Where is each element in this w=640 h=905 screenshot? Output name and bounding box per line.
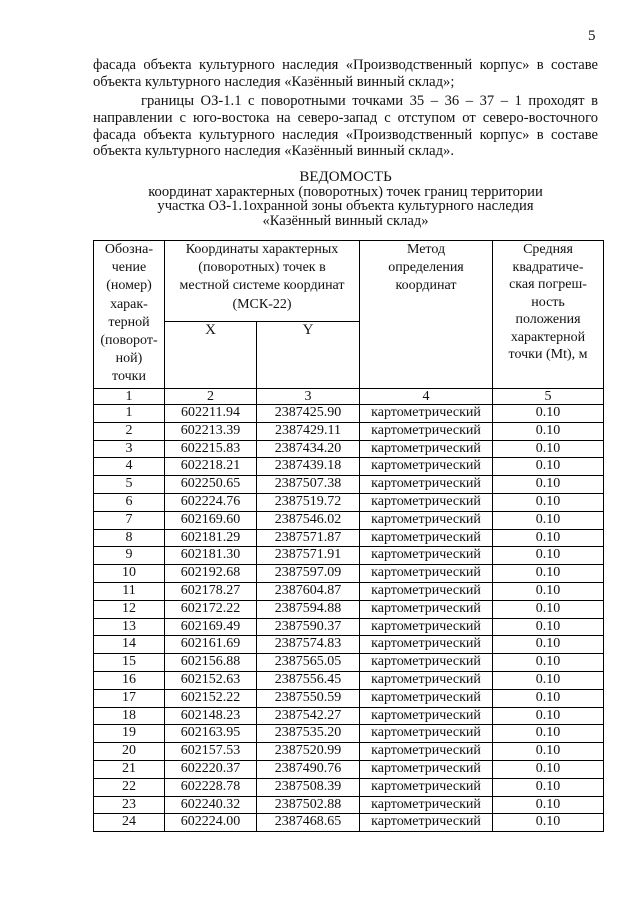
cell-accuracy: 0.10 (493, 654, 604, 672)
cell-y: 2387425.90 (257, 405, 360, 423)
cell-point-number: 15 (94, 654, 165, 672)
cell-point-number: 16 (94, 671, 165, 689)
cell-y: 2387434.20 (257, 440, 360, 458)
cell-point-number: 19 (94, 725, 165, 743)
cell-point-number: 13 (94, 618, 165, 636)
cell-method: картометрический (360, 529, 493, 547)
cell-method: картометрический (360, 760, 493, 778)
cell-point-number: 1 (94, 405, 165, 423)
header-point-mark: Обозна- чение (номер) харак- терной (поворот- ной) точки (94, 241, 165, 389)
cell-y: 2387468.65 (257, 814, 360, 832)
cell-method: картометрический (360, 618, 493, 636)
table-row (94, 476, 604, 494)
cell-method: картометрический (360, 422, 493, 440)
cell-point-number: 14 (94, 636, 165, 654)
table-row (94, 725, 604, 743)
cell-point-number: 8 (94, 529, 165, 547)
cell-accuracy: 0.10 (493, 405, 604, 423)
cell-y: 2387490.76 (257, 760, 360, 778)
header-y: Y (257, 322, 360, 389)
table-row (94, 778, 604, 796)
table-row (94, 654, 604, 672)
column-number: 1 (94, 389, 165, 405)
cell-y: 2387546.02 (257, 511, 360, 529)
cell-y: 2387571.87 (257, 529, 360, 547)
cell-y: 2387597.09 (257, 565, 360, 583)
cell-accuracy: 0.10 (493, 671, 604, 689)
cell-x: 602211.94 (165, 405, 257, 423)
column-number: 5 (493, 389, 604, 405)
cell-y: 2387439.18 (257, 458, 360, 476)
header-accuracy: Средняя квадратиче- ская погреш- ность положения характерной точки (Mt), м (493, 241, 604, 389)
cell-accuracy: 0.10 (493, 778, 604, 796)
cell-y: 2387508.39 (257, 778, 360, 796)
cell-x: 602169.60 (165, 511, 257, 529)
cell-x: 602240.32 (165, 796, 257, 814)
cell-point-number: 6 (94, 493, 165, 511)
coordinates-table (93, 240, 604, 832)
cell-x: 602250.65 (165, 476, 257, 494)
cell-method: картометрический (360, 814, 493, 832)
cell-method: картометрический (360, 458, 493, 476)
cell-x: 602181.29 (165, 529, 257, 547)
cell-y: 2387519.72 (257, 493, 360, 511)
cell-y: 2387502.88 (257, 796, 360, 814)
column-number: 3 (257, 389, 360, 405)
table-row (94, 493, 604, 511)
cell-y: 2387550.59 (257, 689, 360, 707)
paragraph-facade-description: фасада объекта культурного наследия «Производственный корпус» в составе объекта культурного наследия «Казённый винный склад»; (93, 57, 598, 90)
cell-point-number: 3 (94, 440, 165, 458)
table-row (94, 458, 604, 476)
cell-y: 2387571.91 (257, 547, 360, 565)
cell-point-number: 20 (94, 743, 165, 761)
table-body (94, 405, 604, 832)
header-coordinates: Координаты характерных (поворотных) точек в местной системе координат (МСК-22) (165, 241, 360, 322)
cell-accuracy: 0.10 (493, 689, 604, 707)
cell-x: 602181.30 (165, 547, 257, 565)
cell-point-number: 12 (94, 600, 165, 618)
title-line-2: участка ОЗ-1.1охранной зоны объекта культурного наследия (157, 198, 534, 215)
title-line-3: «Казённый винный склад» (262, 212, 429, 229)
cell-y: 2387604.87 (257, 582, 360, 600)
cell-x: 602224.76 (165, 493, 257, 511)
paragraph-boundary-description: границы ОЗ-1.1 с поворотными точками 35 – 36 – 37 – 1 проходят в направлении с юго-востока на северо-запад с отступом от северо-восточного фасада объекта культурного наследия «Производственный корпус» в составе объекта культурного наследия «Казённый винный склад». (93, 93, 598, 160)
cell-y: 2387590.37 (257, 618, 360, 636)
cell-x: 602228.78 (165, 778, 257, 796)
cell-x: 602218.21 (165, 458, 257, 476)
cell-accuracy: 0.10 (493, 440, 604, 458)
cell-x: 602169.49 (165, 618, 257, 636)
cell-method: картометрический (360, 440, 493, 458)
cell-accuracy: 0.10 (493, 476, 604, 494)
cell-x: 602192.68 (165, 565, 257, 583)
cell-method: картометрический (360, 582, 493, 600)
cell-point-number: 22 (94, 778, 165, 796)
cell-x: 602224.00 (165, 814, 257, 832)
cell-point-number: 17 (94, 689, 165, 707)
cell-y: 2387594.88 (257, 600, 360, 618)
cell-point-number: 2 (94, 422, 165, 440)
cell-point-number: 5 (94, 476, 165, 494)
cell-x: 602178.27 (165, 582, 257, 600)
title-main: ВЕДОМОСТЬ (299, 169, 392, 185)
cell-accuracy: 0.10 (493, 760, 604, 778)
cell-method: картометрический (360, 654, 493, 672)
cell-method: картометрический (360, 476, 493, 494)
table-row (94, 529, 604, 547)
cell-y: 2387535.20 (257, 725, 360, 743)
table-row (94, 618, 604, 636)
cell-method: картометрический (360, 689, 493, 707)
cell-method: картометрический (360, 778, 493, 796)
header-method: Метод определения координат (360, 241, 493, 389)
cell-point-number: 7 (94, 511, 165, 529)
table-row (94, 743, 604, 761)
statement-title (93, 170, 598, 228)
cell-accuracy: 0.10 (493, 422, 604, 440)
cell-y: 2387429.11 (257, 422, 360, 440)
cell-method: картометрический (360, 405, 493, 423)
table-row (94, 814, 604, 832)
cell-point-number: 11 (94, 582, 165, 600)
cell-x: 602220.37 (165, 760, 257, 778)
table-row (94, 511, 604, 529)
cell-point-number: 21 (94, 760, 165, 778)
cell-method: картометрический (360, 600, 493, 618)
header-x: X (165, 322, 257, 389)
cell-x: 602152.22 (165, 689, 257, 707)
table-row (94, 636, 604, 654)
cell-x: 602148.23 (165, 707, 257, 725)
table-row (94, 582, 604, 600)
cell-accuracy: 0.10 (493, 618, 604, 636)
cell-accuracy: 0.10 (493, 743, 604, 761)
cell-y: 2387574.83 (257, 636, 360, 654)
table-row (94, 600, 604, 618)
cell-accuracy: 0.10 (493, 582, 604, 600)
table-row (94, 440, 604, 458)
cell-x: 602163.95 (165, 725, 257, 743)
column-number: 2 (165, 389, 257, 405)
cell-x: 602172.22 (165, 600, 257, 618)
table-row (94, 547, 604, 565)
cell-accuracy: 0.10 (493, 707, 604, 725)
cell-method: картометрический (360, 493, 493, 511)
cell-method: картометрический (360, 743, 493, 761)
cell-accuracy: 0.10 (493, 636, 604, 654)
cell-x: 602213.39 (165, 422, 257, 440)
column-number-row (94, 389, 604, 405)
table-row (94, 422, 604, 440)
cell-y: 2387542.27 (257, 707, 360, 725)
cell-y: 2387507.38 (257, 476, 360, 494)
cell-method: картометрический (360, 796, 493, 814)
table-row (94, 707, 604, 725)
table-row (94, 405, 604, 423)
cell-x: 602157.53 (165, 743, 257, 761)
cell-y: 2387520.99 (257, 743, 360, 761)
page-number: 5 (588, 28, 596, 44)
cell-x: 602152.63 (165, 671, 257, 689)
cell-point-number: 9 (94, 547, 165, 565)
cell-y: 2387556.45 (257, 671, 360, 689)
table-row (94, 565, 604, 583)
cell-x: 602161.69 (165, 636, 257, 654)
cell-accuracy: 0.10 (493, 458, 604, 476)
cell-accuracy: 0.10 (493, 814, 604, 832)
cell-method: картометрический (360, 636, 493, 654)
cell-accuracy: 0.10 (493, 529, 604, 547)
cell-accuracy: 0.10 (493, 600, 604, 618)
cell-point-number: 23 (94, 796, 165, 814)
cell-accuracy: 0.10 (493, 796, 604, 814)
column-number: 4 (360, 389, 493, 405)
table-row (94, 671, 604, 689)
cell-method: картометрический (360, 671, 493, 689)
table-row (94, 796, 604, 814)
cell-y: 2387565.05 (257, 654, 360, 672)
cell-accuracy: 0.10 (493, 493, 604, 511)
cell-point-number: 18 (94, 707, 165, 725)
cell-x: 602156.88 (165, 654, 257, 672)
cell-accuracy: 0.10 (493, 725, 604, 743)
cell-method: картометрический (360, 725, 493, 743)
table-row (94, 689, 604, 707)
cell-point-number: 4 (94, 458, 165, 476)
cell-accuracy: 0.10 (493, 511, 604, 529)
cell-method: картометрический (360, 511, 493, 529)
cell-point-number: 24 (94, 814, 165, 832)
cell-method: картометрический (360, 547, 493, 565)
cell-accuracy: 0.10 (493, 565, 604, 583)
cell-method: картометрический (360, 565, 493, 583)
title-line-1: координат характерных (поворотных) точек границ территории (148, 183, 543, 200)
cell-method: картометрический (360, 707, 493, 725)
cell-x: 602215.83 (165, 440, 257, 458)
table-row (94, 760, 604, 778)
cell-accuracy: 0.10 (493, 547, 604, 565)
cell-point-number: 10 (94, 565, 165, 583)
